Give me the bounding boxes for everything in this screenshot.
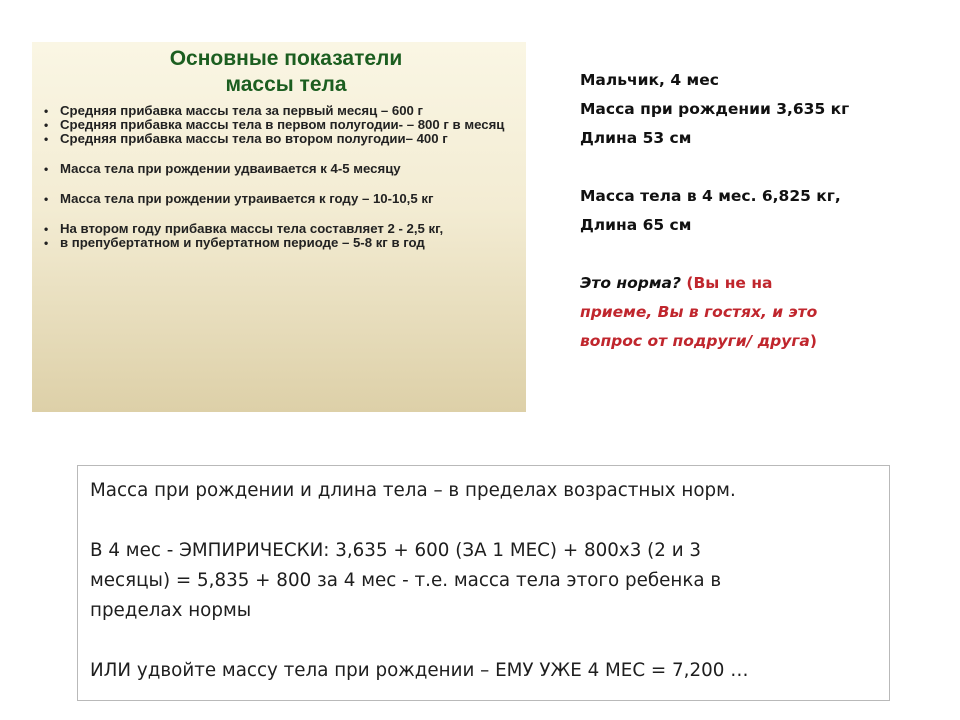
list-item: • в препубертатном и пубертатном периоде – 5-8 кг в год — [44, 235, 425, 250]
list-item: • Масса тела при рождении утраивается к году – 10-10,5 кг — [44, 191, 434, 206]
bullet-icon: • — [44, 192, 49, 206]
case-current-weight: Масса тела в 4 мес. 6,825 кг, — [580, 187, 841, 205]
list-item: • Средняя прибавка массы тела в первом полугодии- – 800 г в месяц — [44, 117, 505, 132]
case-note-line2 — [580, 298, 910, 327]
note-text-b: приеме, Вы в гостях, и это — [580, 303, 818, 321]
answer-line3: месяцы) = 5,835 + 800 за 4 мес - т.е. масса тела этого ребенка в — [90, 570, 722, 591]
reference-panel — [32, 42, 526, 412]
note-text-a: (Вы не на — [686, 274, 773, 292]
bullet-icon: • — [44, 162, 49, 176]
answer-box — [77, 465, 890, 701]
case-birth-weight: Масса при рождении 3,635 кг — [580, 100, 850, 118]
panel-title-line1: Основные показатели — [169, 47, 403, 70]
answer-line4: пределах нормы — [90, 600, 252, 621]
note-close: ) — [809, 332, 817, 350]
bullet-icon: • — [44, 104, 49, 118]
case-note-line3 — [580, 327, 910, 356]
answer-line2: В 4 мес - ЭМПИРИЧЕСКИ: 3,635 + 600 (ЗА 1 МЕС) + 800х3 (2 и 3 — [90, 540, 702, 561]
answer-line1: Масса при рождении и длина тела – в пределах возрастных норм. — [90, 480, 736, 501]
bullet-icon: • — [44, 222, 49, 236]
note-text-c: вопрос от подруги/ друга — [580, 332, 810, 350]
list-item: • На втором году прибавка массы тела составляет 2 - 2,5 кг, — [44, 221, 444, 236]
case-current-length: Длина 65 см — [580, 216, 692, 234]
norms-list — [44, 104, 508, 250]
list-item: • Средняя прибавка массы тела во втором полугодии– 400 г — [44, 131, 448, 146]
question-text: Это норма? — [580, 274, 681, 292]
bullet-icon: • — [44, 118, 49, 132]
case-question — [580, 269, 910, 298]
case-birth-length: Длина 53 см — [580, 129, 692, 147]
bullet-icon: • — [44, 236, 49, 250]
bullet-icon: • — [44, 132, 49, 146]
list-item: • Средняя прибавка массы тела за первый месяц – 600 г — [44, 103, 424, 118]
case-description — [580, 66, 910, 356]
list-item: • Масса тела при рождении удваивается к 4-5 месяцу — [44, 161, 401, 176]
case-patient: Мальчик, 4 мес — [580, 71, 719, 89]
answer-line5: ИЛИ удвойте массу тела при рождении – ЕМУ УЖЕ 4 МЕС = 7,200 … — [90, 660, 749, 681]
panel-title — [44, 46, 508, 98]
panel-title-line2: массы тела — [225, 73, 347, 96]
